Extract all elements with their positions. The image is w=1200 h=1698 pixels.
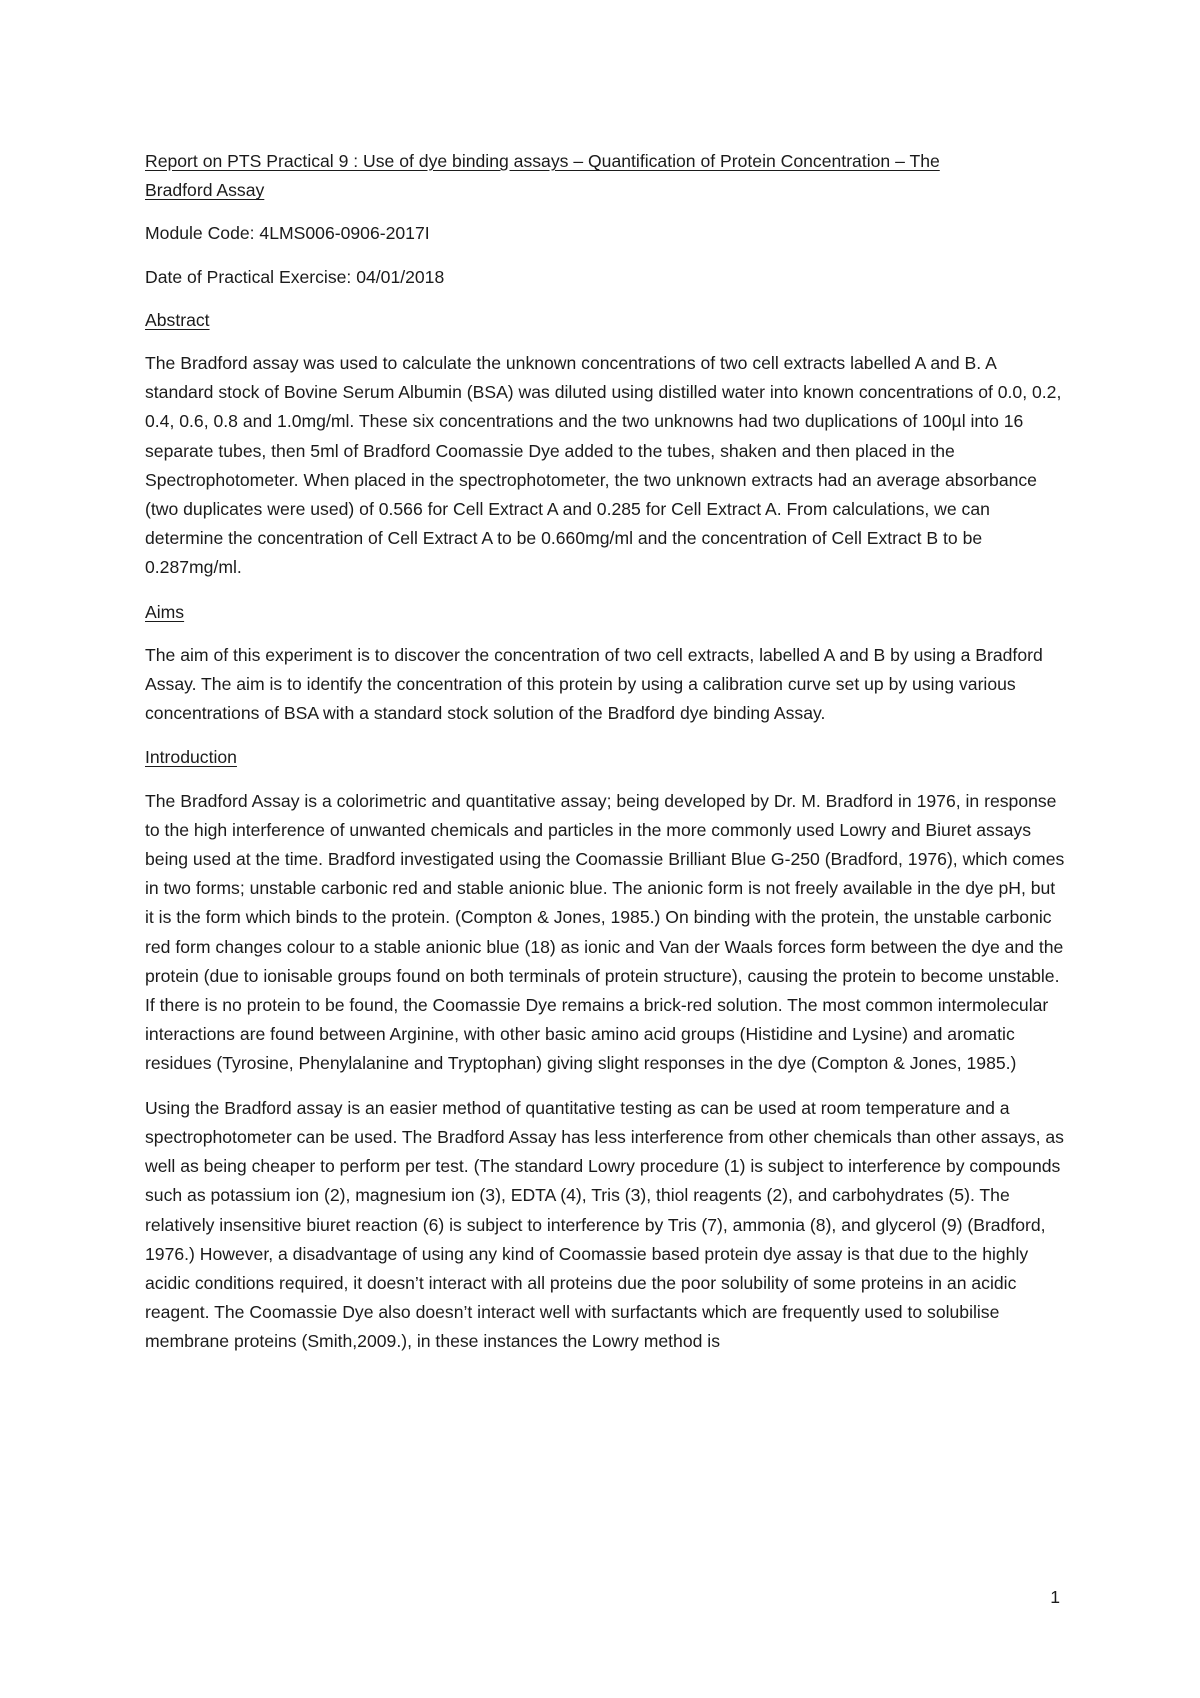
abstract-body: The Bradford assay was used to calculate the unknown concentrations of two cell extracts labelled A and B. A standard stock of Bovine Serum Albumin (BSA) was diluted using distilled water into known concentrations of 0.0, 0.2, 0.4, 0.6, 0.8 and 1.0mg/ml. These six concentrations and the two unknowns had two duplications of 100µl into 16 separate tubes, then 5ml of Bradford Coomassie Dye added to the tubes, shaken and then placed in the Spectrophotometer. When placed in the spectrophotometer, the two unknown extracts had an average absorbance (two duplicates were used) of 0.566 for Cell Extract A and 0.285 for Cell Extract A. From calculations, we can determine the concentration of Cell Extract A to be 0.660mg/ml and the concentration of Cell Extract B to be 0.287mg/ml.	[145, 353, 1062, 578]
introduction-heading-text: Introduction	[145, 747, 237, 768]
document-body	[145, 147, 1065, 1372]
page-number: 1	[1050, 1587, 1060, 1607]
introduction-heading	[145, 743, 1065, 772]
aims-heading	[145, 598, 1065, 627]
report-title-line-1: Report on PTS Practical 9 : Use of dye binding assays – Quantification of Protein Concentration – The	[145, 151, 940, 171]
introduction-paragraph-2: Using the Bradford assay is an easier method of quantitative testing as can be used at room temperature and a spectrophotometer can be used. The Bradford Assay has less interference from other chemicals than other assays, as well as being cheaper to perform per test. (The standard Lowry procedure (1) is subject to interference by compounds such as potassium ion (2), magnesium ion (3), EDTA (4), Tris (3), thiol reagents (2), and carbohydrates (5). The relatively insensitive biuret reaction (6) is subject to interference by Tris (7), ammonia (8), and glycerol (9) (Bradford, 1976.) However, a disadvantage of using any kind of Coomassie based protein dye assay is that due to the highly acidic conditions required, it doesn’t interact with all proteins due the poor solubility of some proteins in an acidic reagent. The Coomassie Dye also doesn’t interact well with surfactants which are frequently used to solubilise membrane proteins (Smith,2009.), in these instances the Lowry method is	[145, 1097, 1064, 1352]
abstract-heading	[145, 306, 1065, 335]
practical-date: Date of Practical Exercise: 04/01/2018	[145, 266, 445, 287]
aims-body: The aim of this experiment is to discover the concentration of two cell extracts, labelled A and B by using a Bradford Assay. The aim is to identify the concentration of this protein by using a calibration curve set up by using various concentrations of BSA with a standard stock solution of the Bradford dye binding Assay.	[145, 644, 1043, 724]
module-code: Module Code: 4LMS006-0906-2017I	[145, 223, 430, 244]
report-title	[145, 147, 1065, 205]
aims-heading-text: Aims	[145, 601, 185, 622]
report-title-line-2: Bradford Assay	[145, 180, 265, 201]
abstract-heading-text: Abstract	[145, 309, 210, 330]
introduction-paragraph-1: The Bradford Assay is a colorimetric and quantitative assay; being developed by Dr. M. Bradford in 1976, in response to the high interference of unwanted chemicals and particles in the more commonly used Lowry and Biuret assays being used at the time. Bradford investigated using the Coomassie Brilliant Blue G-250 (Bradford, 1976), which comes in two forms; unstable carbonic red and stable anionic blue. The anionic form is not freely available in the dye pH, but it is the form which binds to the protein. (Compton & Jones, 1985.) On binding with the protein, the unstable carbonic red form changes colour to a stable anionic blue (18) as ionic and Van der Waals forces form between the dye and the protein (due to ionisable groups found on both terminals of protein structure), causing the protein to become unstable. If there is no protein to be found, the Coomassie Dye remains a brick-red solution. The most common intermolecular interactions are found between Arginine, with other basic amino acid groups (Histidine and Lysine) and aromatic residues (Tyrosine, Phenylalanine and Tryptophan) giving slight responses in the dye (Compton & Jones, 1985.)	[145, 790, 1065, 1074]
